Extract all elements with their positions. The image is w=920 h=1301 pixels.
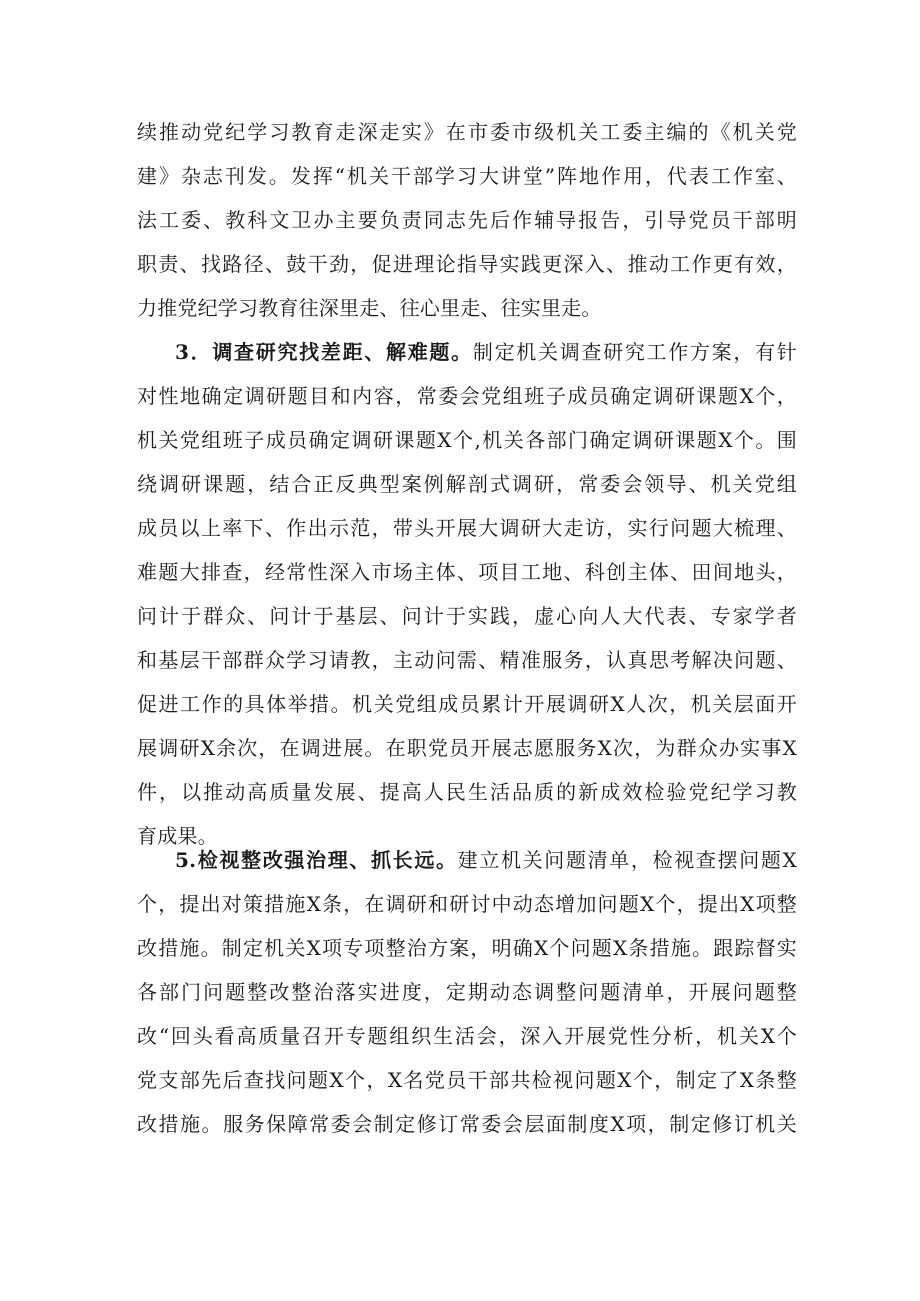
paragraph-research [137, 330, 797, 858]
text-line: 对性地确定调研题目和内容，常委会党组班子成员确定调研课题X个， [137, 384, 797, 408]
text-line: 个，提出对策措施X条，在调研和研讨中动态增加问题X个，提出X项整 [137, 892, 797, 916]
text-line: 改“回头看高质量召开专题组织生活会，深入开展党性分析，机关X个 [137, 1024, 797, 1048]
text-line: 职责、找路径、鼓干劲，促进理论指导实践更深入、推动工作更有效， [137, 252, 797, 276]
text-line: 成员以上率下、作出示范，带头开展大调研大走访，实行问题大梳理、 [137, 516, 797, 540]
text-line: 法工委、教科文卫办主要负责同志先后作辅导报告，引导党员干部明 [137, 208, 797, 232]
section-heading: 3．调查研究找差距、解难题。 [175, 340, 473, 364]
text-run: 建立机关问题清单，检视查摆问题X [457, 848, 797, 872]
text-line: 力推党纪学习教育往深里走、往心里走、往实里走。 [137, 296, 602, 320]
text-line: 展调研X余次，在调进展。在职党员开展志愿服务X次，为群众办实事X [137, 736, 797, 760]
text-line: 件，以推动高质量发展、提高人民生活品质的新成效检验党纪学习教 [137, 780, 797, 804]
text-line: 改措施。制定机关X项专项整治方案，明确X个问题X条措施。跟踪督实 [137, 936, 797, 960]
text-line [137, 838, 797, 882]
paragraph-rectification [137, 838, 797, 1146]
text-line [137, 330, 797, 374]
text-line: 和基层干部群众学习请教，主动问需、精准服务，认真思考解决问题、 [137, 648, 797, 672]
text-line: 促进工作的具体举措。机关党组成员累计开展调研X人次，机关层面开 [137, 692, 797, 716]
text-line: 育成果。 [137, 824, 218, 848]
text-line: 续推动党纪学习教育走深走实》在市委市级机关工委主编的《机关党 [137, 120, 797, 144]
text-line: 机关党组班子成员确定调研课题X个,机关各部门确定调研课题X个。围 [137, 428, 797, 452]
text-line: 问计于群众、问计于基层、问计于实践，虚心向人大代表、专家学者 [137, 604, 797, 628]
text-run: 制定机关调查研究工作方案，有针 [472, 340, 797, 364]
paragraph-continued-study [137, 110, 797, 330]
text-line: 绕调研课题，结合正反典型案例解剖式调研，常委会领导、机关党组 [137, 472, 797, 496]
text-line: 各部门问题整改整治落实进度，定期动态调整问题清单，开展问题整 [137, 980, 797, 1004]
section-heading: 5.检视整改强治理、抓长远。 [175, 848, 458, 872]
text-line: 改措施。服务保障常委会制定修订常委会层面制度X项，制定修订机关 [137, 1112, 797, 1136]
text-line: 建》杂志刊发。发挥“机关干部学习大讲堂”阵地作用，代表工作室、 [137, 164, 797, 188]
text-line: 党支部先后查找问题X个，X名党员干部共检视问题X个，制定了X条整 [137, 1068, 797, 1092]
text-line: 难题大排查，经常性深入市场主体、项目工地、科创主体、田间地头， [137, 560, 797, 584]
